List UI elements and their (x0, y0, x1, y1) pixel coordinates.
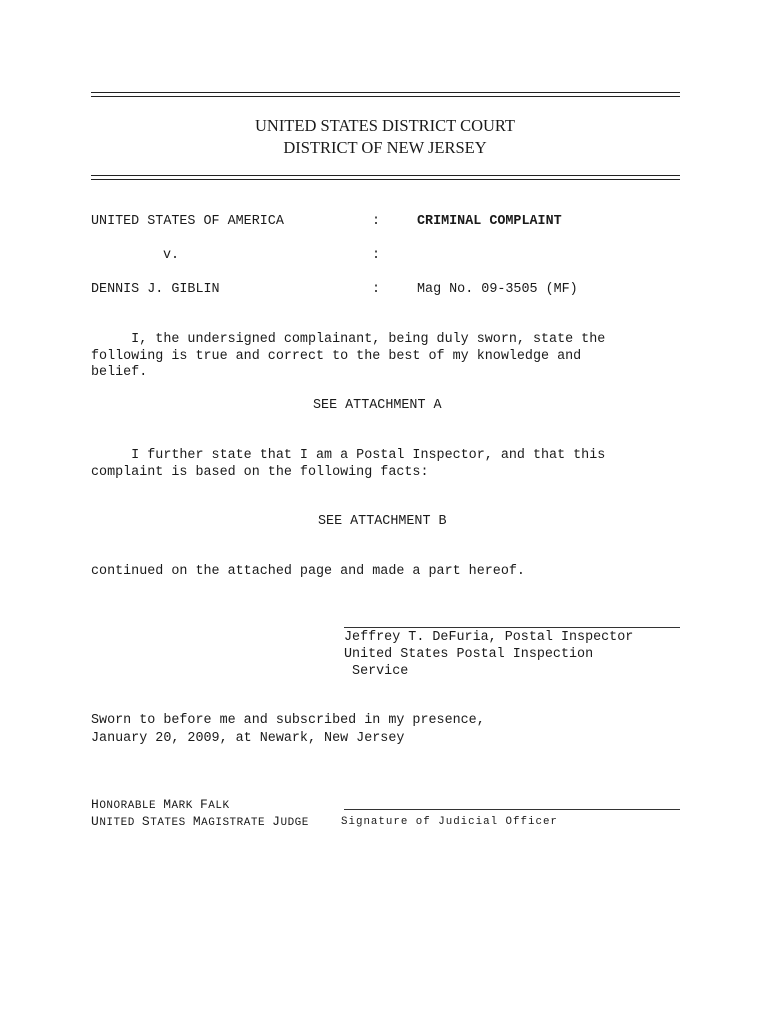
para2-line2: complaint is based on the following facts: (91, 464, 429, 480)
sworn-line1: Sworn to before me and subscribed in my presence, (91, 713, 485, 728)
para1-line3: belief. (91, 365, 148, 380)
complainant-agency-cont: Service (344, 663, 409, 679)
court-name: UNITED STATES DISTRICT COURT (254, 116, 515, 135)
complainant-name: Jeffrey T. DeFuria, Postal Inspector (344, 630, 634, 645)
complainant-signature-line (344, 627, 680, 628)
complainant-agency: United States Postal Inspection (344, 647, 594, 662)
judicial-signature-line (344, 809, 680, 810)
caption-separator-1: : (372, 214, 381, 229)
caption-plaintiff: UNITED STATES OF AMERICA (91, 214, 284, 229)
header-top-rule (91, 92, 680, 97)
caption-separator-2: : (372, 248, 381, 263)
para2-line1: I further state that I am a Postal Inspector, and that this (91, 448, 606, 463)
judicial-signature-caption: Signature of Judicial Officer (341, 816, 558, 828)
caption-defendant: DENNIS J. GIBLIN (91, 282, 220, 297)
para1-line2: following is true and correct to the best of my knowledge and (91, 348, 582, 364)
attachment-b-reference: SEE ATTACHMENT B (318, 514, 447, 529)
header-bottom-rule (91, 175, 680, 180)
mag-number: Mag No. 09-3505 (MF) (417, 282, 578, 297)
attachment-a-reference: SEE ATTACHMENT A (313, 398, 442, 413)
caption-versus: v. (163, 248, 180, 263)
caption-separator-3: : (372, 282, 381, 297)
continued-note: continued on the attached page and made a part hereof. (91, 564, 525, 579)
sworn-line2: January 20, 2009, at Newark, New Jersey (91, 731, 405, 746)
judge-name: HONORABLE MARK FALK (91, 797, 230, 812)
para1-line1: I, the undersigned complainant, being duly sworn, state the (91, 332, 606, 347)
complaint-title: CRIMINAL COMPLAINT (417, 214, 562, 229)
court-district: DISTRICT OF NEW JERSEY (283, 138, 487, 157)
judge-title: UNITED STATES MAGISTRATE JUDGE (91, 814, 309, 829)
